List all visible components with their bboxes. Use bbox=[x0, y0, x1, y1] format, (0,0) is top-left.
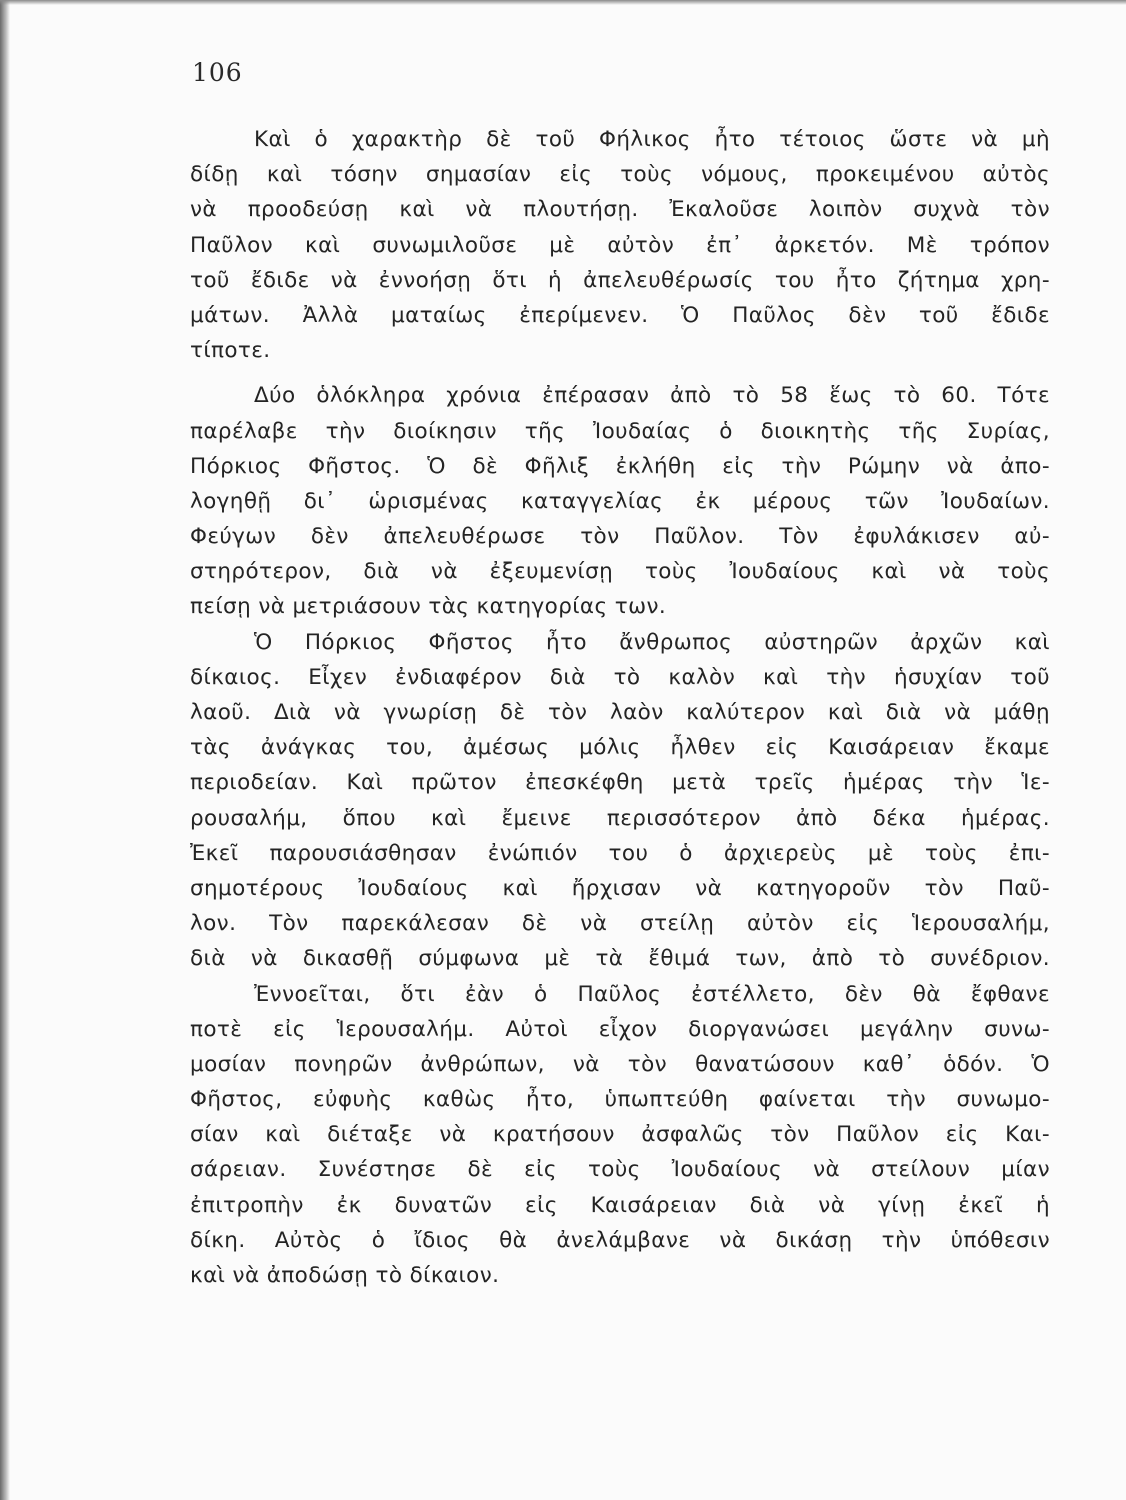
text-line: καὶ νὰ ἀποδώσῃ τὸ δίκαιον. bbox=[190, 1263, 500, 1288]
page-number: 106 bbox=[192, 58, 243, 87]
text-line: διὰ νὰ δικασθῇ σύμφωνα μὲ τὰ ἔθιμά των, ἀπὸ τὸ συνέδριον. bbox=[190, 946, 1050, 972]
text-line: δίκη. Αὐτὸς ὁ ἴδιος θὰ ἀνελάμβανε νὰ δικάσῃ τὴν ὑπόθεσιν bbox=[190, 1227, 1050, 1253]
text-line: Φεύγων δὲν ἀπελευθέρωσε τὸν Παῦλον. Τὸν ἐφυλάκισεν αὐ- bbox=[190, 524, 1050, 550]
text-line: Φῆστος, εὐφυὴς καθὼς ἦτο, ὑπωπτεύθη φαίνεται τὴν συνωμο- bbox=[190, 1087, 1050, 1113]
text-line: περιοδείαν. Καὶ πρῶτον ἐπεσκέφθη μετὰ τρεῖς ἡμέρας τὴν Ἱε- bbox=[190, 770, 1050, 796]
text-line: δίκαιος. Εἶχεν ἐνδιαφέρον διὰ τὸ καλὸν καὶ τὴν ἡσυχίαν τοῦ bbox=[190, 664, 1050, 690]
text-line: Δύο ὁλόκληρα χρόνια ἐπέρασαν ἀπὸ τὸ 58 ἕως τὸ 60. Τότε bbox=[254, 383, 1050, 409]
text-line: μοσίαν πονηρῶν ἀνθρώπων, νὰ τὸν θανατώσουν καθ᾽ ὁδόν. Ὁ bbox=[190, 1051, 1050, 1077]
paragraph-spacer bbox=[190, 368, 1050, 378]
text-line: μάτων. Ἀλλὰ ματαίως ἐπερίμενεν. Ὁ Παῦλος δὲν τοῦ ἔδιδε bbox=[190, 302, 1050, 328]
text-line: ποτὲ εἰς Ἱερουσαλήμ. Αὐτοὶ εἶχον διοργανώσει μεγάλην συνω- bbox=[190, 1016, 1050, 1042]
text-line: ρουσαλήμ, ὅπου καὶ ἔμεινε περισσότερον ἀπὸ δέκα ἡμέρας. bbox=[190, 805, 1050, 831]
text-line: Ἐννοεῖται, ὅτι ἐὰν ὁ Παῦλος ἐστέλλετο, δὲν θὰ ἔφθανε bbox=[254, 981, 1050, 1007]
text-line: Παῦλον καὶ συνωμιλοῦσε μὲ αὐτὸν ἐπ᾽ ἀρκετόν. Μὲ τρόπον bbox=[190, 232, 1050, 258]
text-line: Πόρκιος Φῆστος. Ὁ δὲ Φῆλιξ ἐκλήθη εἰς τὴν Ρώμην νὰ ἀπο- bbox=[190, 453, 1050, 479]
text-line: λον. Τὸν παρεκάλεσαν δὲ νὰ στείλῃ αὐτὸν εἰς Ἱερουσαλήμ, bbox=[190, 911, 1050, 937]
text-line: παρέλαβε τὴν διοίκησιν τῆς Ἰουδαίας ὁ διοικητὴς τῆς Συρίας, bbox=[190, 418, 1050, 444]
text-line: νὰ προοδεύσῃ καὶ νὰ πλουτήσῃ. Ἐκαλοῦσε λοιπὸν συχνὰ τὸν bbox=[190, 197, 1050, 223]
text-line: στηρότερον, διὰ νὰ ἐξευμενίσῃ τοὺς Ἰουδαίους καὶ νὰ τοὺς bbox=[190, 559, 1050, 585]
paragraph bbox=[190, 625, 1050, 1294]
text-line: Ὁ Πόρκιος Φῆστος ἦτο ἄνθρωπος αὐστηρῶν ἀρχῶν καὶ bbox=[254, 629, 1050, 655]
page-shadow-left bbox=[0, 0, 10, 1500]
paragraph bbox=[190, 378, 1050, 624]
page-shadow-top bbox=[0, 0, 1126, 5]
text-line: Ἐκεῖ παρουσιάσθησαν ἐνώπιόν του ὁ ἀρχιερεὺς μὲ τοὺς ἐπι- bbox=[190, 840, 1050, 866]
text-line: λαοῦ. Διὰ νὰ γνωρίσῃ δὲ τὸν λαὸν καλύτερον καὶ διὰ νὰ μάθῃ bbox=[190, 700, 1050, 725]
text-line: δίδῃ καὶ τόσην σημασίαν εἰς τοὺς νόμους, προκειμένου αὐτὸς bbox=[190, 162, 1050, 188]
text-line: σάρειαν. Συνέστησε δὲ εἰς τοὺς Ἰουδαίους νὰ στείλουν μίαν bbox=[190, 1157, 1050, 1183]
text-line: ἐπιτροπὴν ἐκ δυνατῶν εἰς Καισάρειαν διὰ νὰ γίνῃ ἐκεῖ ἡ bbox=[190, 1192, 1050, 1218]
text-line: σίαν καὶ διέταξε νὰ κρατήσουν ἀσφαλῶς τὸν Παῦλον εἰς Και- bbox=[190, 1122, 1050, 1148]
text-line: τοῦ ἔδιδε νὰ ἐννοήσῃ ὅτι ἡ ἀπελευθέρωσίς του ἦτο ζήτημα χρη- bbox=[190, 267, 1050, 293]
text-line: λογηθῇ δι᾽ ὡρισμένας καταγγελίας ἐκ μέρους τῶν Ἰουδαίων. bbox=[190, 488, 1050, 514]
text-line: τὰς ἀνάγκας του, ἀμέσως μόλις ἦλθεν εἰς Καισάρειαν ἔκαμε bbox=[190, 735, 1050, 761]
text-line: σημοτέρους Ἰουδαίους καὶ ἤρχισαν νὰ κατηγοροῦν τὸν Παῦ- bbox=[190, 875, 1050, 901]
paragraph bbox=[190, 122, 1050, 368]
text-line: τίποτε. bbox=[190, 338, 271, 364]
text-line: Καὶ ὁ χαρακτὴρ δὲ τοῦ Φήλικος ἦτο τέτοιος ὥστε νὰ μὴ bbox=[254, 127, 1050, 152]
body-text bbox=[190, 122, 1050, 1293]
text-line: πείσῃ νὰ μετριάσουν τὰς κατηγορίας των. bbox=[190, 594, 667, 620]
